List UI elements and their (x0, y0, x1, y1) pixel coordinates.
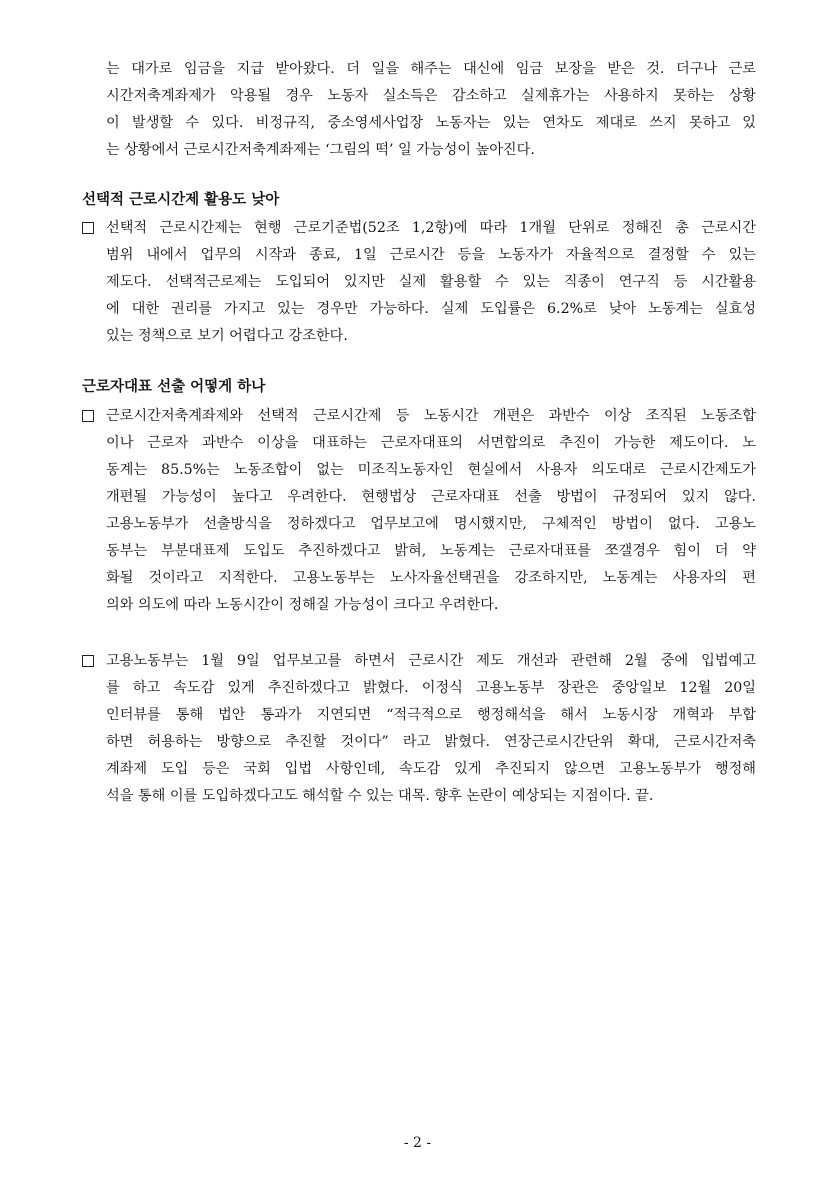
text-line: 는 대가로 임금을 지급 받아왔다. 더 일을 해주는 대신에 임금 보장을 받은 것. 더구나 근로 (106, 61, 756, 77)
text-line: 제도다. 선택적근로제는 도입되어 있지만 실제 활용할 수 있는 직종이 연구직 등 시간활용 (106, 274, 756, 290)
text-line: 근로시간저축계좌제와 선택적 근로시간제 등 노동시간 개편은 과반수 이상 조직된 노동조합 (106, 408, 756, 424)
text-line: 있는 정책으로 보기 어렵다고 강조한다. (106, 328, 348, 344)
checkbox-bullet-icon (82, 222, 94, 234)
text-line: 계좌제 도입 등은 국회 입법 사항인데, 속도감 있게 추진되지 않으면 고용노동부가 행정해 (106, 761, 756, 777)
text-line: 동부는 부분대표제 도입도 추진하겠다고 밝혀, 노동계는 근로자대표를 쪼갤경우 힘이 더 약 (106, 543, 756, 559)
text-line: 석을 통해 이를 도입하겠다고도 해석할 수 있는 대목. 향후 논란이 예상되는 지점이다. 끝. (106, 788, 654, 804)
text-line: 의와 의도에 따라 노동시간이 정해질 가능성이 크다고 우려한다. (106, 597, 499, 613)
text-line: 동계는 85.5%는 노동조합이 없는 미조직노동자인 현실에서 사용자 의도대로 근로시간제도가 (106, 462, 756, 478)
checkbox-bullet-icon (82, 655, 94, 667)
text-line: 이 발생할 수 있다. 비정규직, 중소영세사업장 노동자는 있는 연차도 제대로 쓰지 못하고 있 (106, 115, 756, 131)
text-line: 범위 내에서 업무의 시작과 종료, 1일 근로시간 등을 노동자가 자율적으로 결정할 수 있는 (106, 247, 756, 263)
section-heading: 근로자대표 선출 어떻게 하나 (82, 379, 266, 395)
text-line: 는 상황에서 근로시간저축계좌제는 ‘그림의 떡’ 일 가능성이 높아진다. (106, 142, 535, 158)
text-line: 시간저축계좌제가 악용될 경우 노동자 실소득은 감소하고 실제휴가는 사용하지 못하는 상황 (106, 88, 756, 104)
section-heading: 선택적 근로시간제 활용도 낮아 (82, 192, 280, 208)
text-line: 이나 근로자 과반수 이상을 대표하는 근로자대표의 서면합의로 추진이 가능한 제도이다. 노 (106, 435, 756, 451)
text-line: 고용노동부는 1월 9일 업무보고를 하면서 근로시간 제도 개선과 관련해 2월 중에 입법예고 (106, 653, 756, 669)
text-line: 선택적 근로시간제는 현행 근로기준법(52조 1,2항)에 따라 1개월 단위로 정해진 총 근로시간 (106, 220, 756, 236)
text-line: 고용노동부가 선출방식을 정하겠다고 업무보고에 명시했지만, 구체적인 방법이 없다. 고용노 (106, 516, 756, 532)
text-line: 하면 허용하는 방향으로 추진할 것이다” 라고 밝혔다. 연장근로시간단위 확대, 근로시간저축 (106, 734, 756, 750)
text-line: 인터뷰를 통해 법안 통과가 지연되면 “적극적으로 행정해석을 해서 노동시장 개혁과 부합 (106, 707, 756, 723)
checkbox-bullet-icon (82, 410, 94, 422)
text-line: 화될 것이라고 지적한다. 고용노동부는 노사자율선택권을 강조하지만, 노동계는 사용자의 편 (106, 570, 756, 586)
text-line: 개편될 가능성이 높다고 우려한다. 현행법상 근로자대표 선출 방법이 규정되어 있지 않다. (106, 489, 756, 505)
text-line: 에 대한 권리를 가지고 있는 경우만 가능하다. 실제 도입률은 6.2%로 낮아 노동계는 실효성 (106, 301, 756, 317)
text-line: 를 하고 속도감 있게 추진하겠다고 밝혔다. 이정식 고용노동부 장관은 중앙일보 12월 20일 (106, 680, 756, 696)
page-number: - 2 - (403, 1135, 432, 1151)
